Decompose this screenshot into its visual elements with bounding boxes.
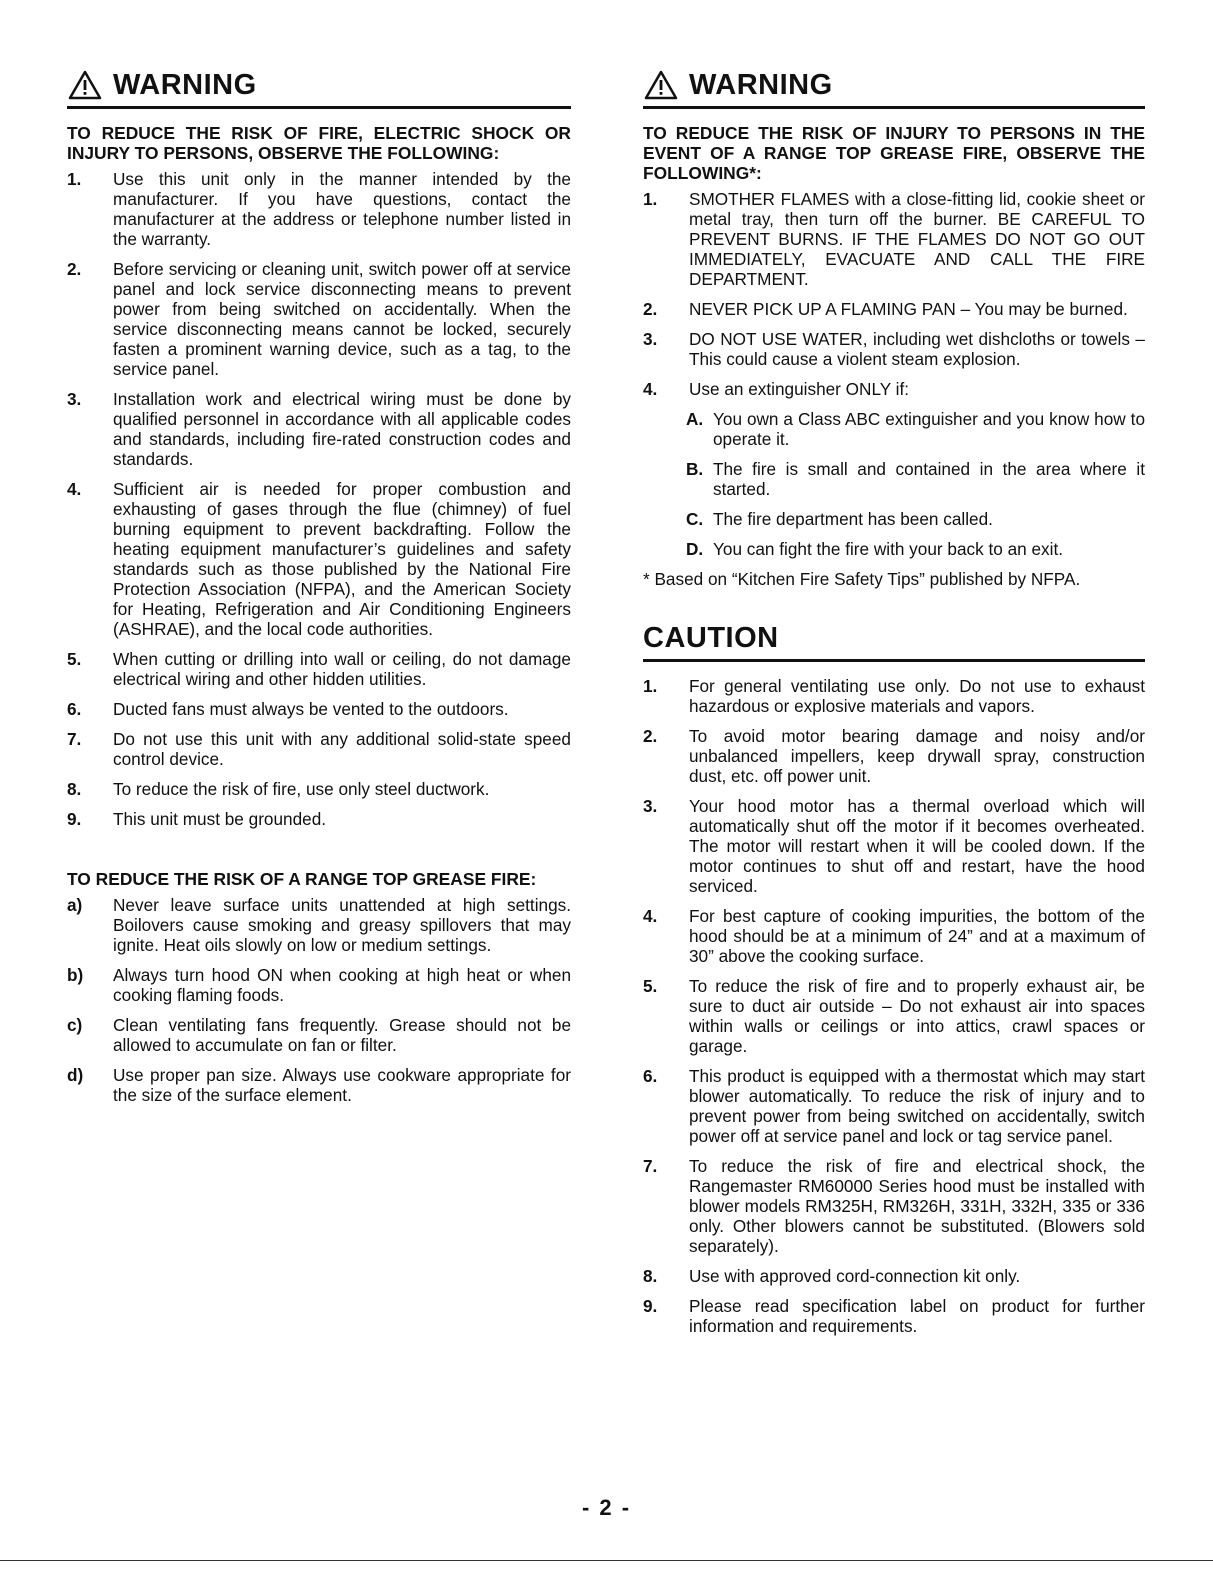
grease-fire-list xyxy=(67,895,571,1105)
warning-heading: WARNING xyxy=(113,69,257,101)
list-item: 1. SMOTHER FLAMES with a close-fitting lid, cookie sheet or metal tray, then turn off the burner. BE CAREFUL TO PREVENT BURNS. IF THE FLAMES DO NOT GO OUT IMMEDIATELY, EVACUATE AND CALL THE FIRE DEPARTMENT. xyxy=(643,189,1145,289)
list-item: D. You can fight the fire with your back to an exit. xyxy=(686,539,1064,559)
list-item: 3. Your hood motor has a thermal overload which will automatically shut off the motor if it becomes overheated. The motor will restart when it will be cooled down. If the motor continues to shut off and restart, have the hood serviced. xyxy=(643,796,1145,896)
warning-triangle-icon xyxy=(67,69,103,101)
warning-triangle-icon xyxy=(643,69,679,101)
list-item: 9. Please read specification label on product for further information and requirements. xyxy=(643,1296,1145,1336)
list-item: 4. Sufficient air is needed for proper combustion and exhausting of gases through the flue (chimney) of fuel burning equipment to prevent backdrafting. Follow the heating equipment manufacturer’s guidelines and safety standards such as those published by the National Fire Protection Association (NFPA), and the American Society for Heating, Refrigeration and Air Conditioning Engineers (ASHRAE), and the local code authorities. xyxy=(67,479,571,639)
page-number: - 2 - xyxy=(581,1495,632,1520)
grease-fire-injury-subheading: TO REDUCE THE RISK OF INJURY TO PERSONS IN THE EVENT OF A RANGE TOP GREASE FIRE, OBSERVE THE FOLLOWING*: xyxy=(643,123,1145,183)
bottom-divider xyxy=(0,1560,1213,1561)
list-item: 3. Installation work and electrical wiring must be done by qualified personnel in accordance with all applicable codes and standards, including fire-rated construction codes and standards. xyxy=(67,389,571,469)
warning-list xyxy=(67,169,571,829)
list-item: 4. Use an extinguisher ONLY if: xyxy=(643,379,910,399)
warning-heading: WARNING xyxy=(689,69,833,101)
nfpa-footnote: * Based on “Kitchen Fire Safety Tips” published by NFPA. xyxy=(643,569,1081,589)
warning-subheading: TO REDUCE THE RISK OF FIRE, ELECTRIC SHOCK OR INJURY TO PERSONS, OBSERVE THE FOLLOWING: xyxy=(67,123,571,163)
caution-heading: CAUTION xyxy=(643,622,779,654)
warning-header-right xyxy=(643,68,1145,109)
list-item: 1. For general ventilating use only. Do not use to exhaust hazardous or explosive materials and vapors. xyxy=(643,676,1145,716)
list-item: 7. Do not use this unit with any additional solid-state speed control device. xyxy=(67,729,571,769)
list-item: 9. This unit must be grounded. xyxy=(67,809,327,829)
left-column xyxy=(67,68,571,1115)
list-item: 8. To reduce the risk of fire, use only steel ductwork. xyxy=(67,779,490,799)
list-item: 5. When cutting or drilling into wall or ceiling, do not damage electrical wiring and other hidden utilities. xyxy=(67,649,571,689)
list-item: 1. Use this unit only in the manner intended by the manufacturer. If you have questions, contact the manufacturer at the address or telephone number listed in the warranty. xyxy=(67,169,571,249)
extinguisher-conditions-list xyxy=(643,409,1145,559)
warning-header-left xyxy=(67,68,571,109)
list-item: c) Clean ventilating fans frequently. Grease should not be allowed to accumulate on fan or filter. xyxy=(67,1015,571,1055)
list-item: d) Use proper pan size. Always use cookware appropriate for the size of the surface element. xyxy=(67,1065,571,1105)
list-item: 6. Ducted fans must always be vented to the outdoors. xyxy=(67,699,509,719)
list-item: A. You own a Class ABC extinguisher and you know how to operate it. xyxy=(686,409,1145,449)
list-item: 5. To reduce the risk of fire and to properly exhaust air, be sure to duct air outside – Do not exhaust air into spaces within walls or ceilings or into attics, crawl spaces or garage. xyxy=(643,976,1145,1056)
caution-header xyxy=(643,621,1145,662)
grease-fire-subheading: TO REDUCE THE RISK OF A RANGE TOP GREASE FIRE: xyxy=(67,869,537,889)
list-item: 7. To reduce the risk of fire and electrical shock, the Rangemaster RM60000 Series hood must be installed with blower models RM325H, RM326H, 331H, 332H, 335 or 336 only. Other blowers cannot be substituted. (Blowers sold separately). xyxy=(643,1156,1145,1256)
list-item: 8. Use with approved cord-connection kit only. xyxy=(643,1266,1021,1286)
grease-fire-steps-list xyxy=(643,189,1145,399)
list-item: 2. To avoid motor bearing damage and noisy and/or unbalanced impellers, keep drywall spray, construction dust, etc. off power unit. xyxy=(643,726,1145,786)
list-item: 2. Before servicing or cleaning unit, switch power off at service panel and lock service disconnecting means to prevent power from being switched on accidentally. When the service disconnecting means cannot be locked, securely fasten a prominent warning device, such as a tag, to the service panel. xyxy=(67,259,571,379)
list-item: b) Always turn hood ON when cooking at high heat or when cooking flaming foods. xyxy=(67,965,571,1005)
list-item: a) Never leave surface units unattended at high settings. Boilovers cause smoking and greasy spillovers that may ignite. Heat oils slowly on low or medium settings. xyxy=(67,895,571,955)
list-item: B. The fire is small and contained in the area where it started. xyxy=(686,459,1145,499)
list-item: 2. NEVER PICK UP A FLAMING PAN – You may be burned. xyxy=(643,299,1128,319)
list-item: 4. For best capture of cooking impurities, the bottom of the hood should be at a minimum of 24” and at a maximum of 30” above the cooking surface. xyxy=(643,906,1145,966)
right-column xyxy=(643,68,1145,1346)
list-item: C. The fire department has been called. xyxy=(686,509,993,529)
caution-list xyxy=(643,676,1145,1336)
list-item: 6. This product is equipped with a thermostat which may start blower automatically. To reduce the risk of injury and to prevent power from being switched on accidentally, switch power off at service panel and lock or tag service panel. xyxy=(643,1066,1145,1146)
list-item: 3. DO NOT USE WATER, including wet dishcloths or towels – This could cause a violent steam explosion. xyxy=(643,329,1145,369)
